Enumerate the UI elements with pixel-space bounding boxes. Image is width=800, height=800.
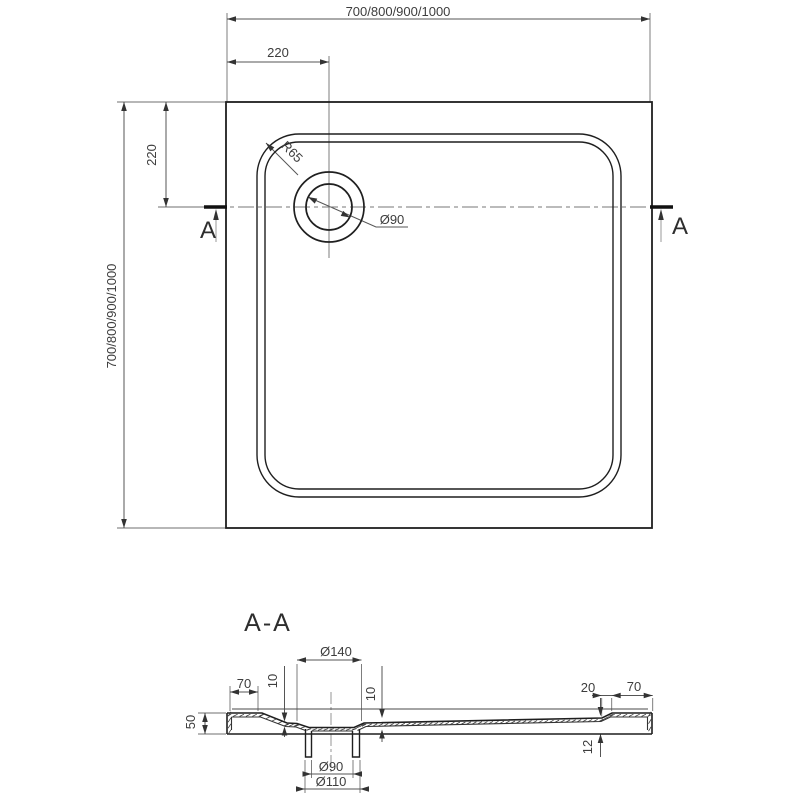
section-recess-diameter-dimension: Ø140 xyxy=(320,644,352,659)
section-drain-collar-dimension: Ø110 xyxy=(315,774,347,789)
section-rim-width-left-dimension: 70 xyxy=(236,676,252,691)
plan-drain-diameter-label: Ø90 xyxy=(379,212,405,227)
plan-drain-offset-y-dimension: 220 xyxy=(144,144,159,166)
plan-view-labels xyxy=(104,4,688,368)
section-drain-hole-dimension: Ø90 xyxy=(318,759,344,774)
section-rim-width-right-dimension: 70 xyxy=(626,679,642,694)
plan-corner-radius-label: R65 xyxy=(278,138,306,166)
object-lines xyxy=(204,102,673,757)
plan-height-dimension: 700/800/900/1000 xyxy=(104,263,119,369)
section-marker-letter-right: A xyxy=(671,213,689,240)
section-marker-letter-left: A xyxy=(199,217,217,244)
section-view-labels xyxy=(183,609,641,789)
dimension-arrows xyxy=(121,16,664,792)
extension-lines xyxy=(117,13,653,793)
section-title: A-A xyxy=(244,609,292,637)
section-slope-width-dimension: 20 xyxy=(580,680,596,695)
plan-width-dimension: 700/800/900/1000 xyxy=(345,4,451,19)
section-base-thickness-dimension: 12 xyxy=(580,739,595,755)
section-recess-depth-dimension: 10 xyxy=(363,686,378,702)
section-edge-height-dimension: 50 xyxy=(183,714,198,730)
section-floor-drop-dimension: 10 xyxy=(265,673,280,689)
plan-drain-offset-x-dimension: 220 xyxy=(267,45,289,60)
